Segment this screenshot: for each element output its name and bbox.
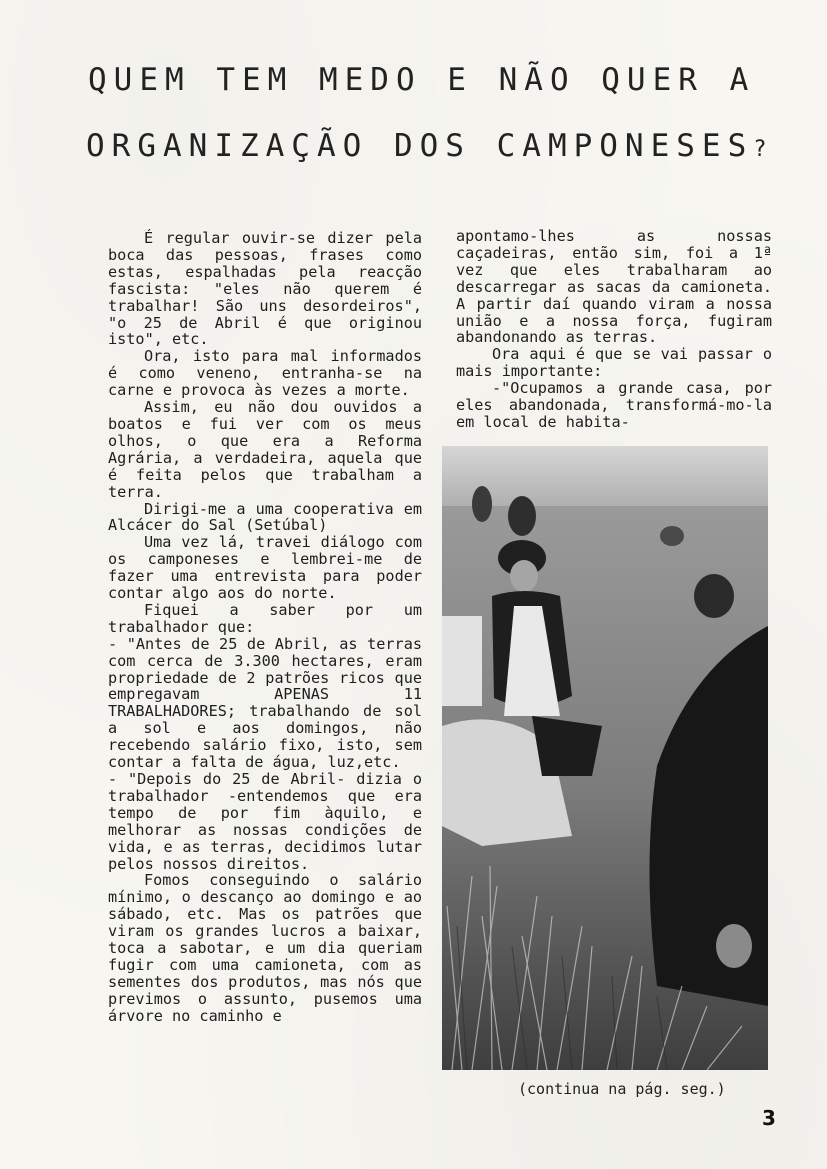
photo-peasants-field (442, 446, 768, 1070)
paragraph: Assim, eu não dou ouvidos a boatos e fui ver com os meus olhos, o que era a Reforma Agrária, a verdadeira, aquela que é feita pelos que trabalham a terra. (108, 398, 422, 501)
paragraph: É regular ouvir-se dizer pela boca das pessoas, frases como estas, espalhadas pela reacção fascista: "eles não querem é trabalhar! São uns desordeiros", "o 25 de Abril é que originou isto", etc. (108, 229, 422, 349)
paragraph: - "Antes de 25 de Abril, as terras com cerca de 3.300 hectares, eram propriedade de 2 patrões ricos que empregavam APENAS 11 TRABALHADORES; trabalhando de sol a sol e aos domingos, não recebendo salário fixo, isto, sem contar a falta de água, luz,etc. (108, 634, 422, 772)
paragraph: Ora aqui é que se vai passar o mais importante: (456, 345, 772, 381)
headline-line-2-text: ORGANIZAÇÃO DOS CAMPONESES (86, 128, 754, 164)
paragraph: -"Ocupamos a grande casa, por eles abandonada, transformá-mo-la em local de habita- (456, 379, 772, 431)
paragraph: Fomos conseguindo o salário mínimo, o descanço ao domingo e ao sábado, etc. Mas os patrões que viram os grandes lucros a baixar, toca a sabotar, e um dia queriam fugir com uma camioneta, com as sementes dos produtos, mas nós que previmos o assunto, pusemos uma árvore no caminho e (108, 871, 422, 1025)
continued-note: (continua na pág. seg.) (518, 1080, 726, 1098)
headline-line-1: QUEM TEM MEDO E NÃO QUER A (88, 62, 756, 98)
headline-question-mark: ? (753, 137, 767, 162)
paragraph: - "Depois do 25 de Abril- dizia o trabalhador -entendemos que era tempo de por fim àquilo, e melhorar as nossas condições de vida, e as terras, decidimos lutar pelos nossos direitos. (108, 770, 422, 873)
paragraph: Dirigi-me a uma cooperativa em Alcácer do Sal (Setúbal) (108, 499, 422, 535)
headline-line-2 (86, 128, 827, 164)
paragraph: Uma vez lá, travei diálogo com os camponeses e lembrei-me de fazer uma entrevista para poder contar algo aos do norte. (108, 533, 422, 603)
paragraph: Fiquei a saber por um trabalhador que: (108, 600, 422, 636)
paragraph: Ora, isto para mal informados é como veneno, entranha-se na carne e provoca às vezes a morte. (108, 347, 422, 400)
article-left-column (108, 230, 422, 1025)
page-number: 3 (762, 1106, 776, 1130)
article-right-column (456, 228, 772, 431)
paragraph: apontamo-lhes as nossas caçadeiras, então sim, foi a 1ª vez que eles trabalharam ao descarregar as sacas da camioneta. A partir daí quando viram a nossa união e a nossa força, fugiram abandonando as terras. (456, 227, 772, 347)
